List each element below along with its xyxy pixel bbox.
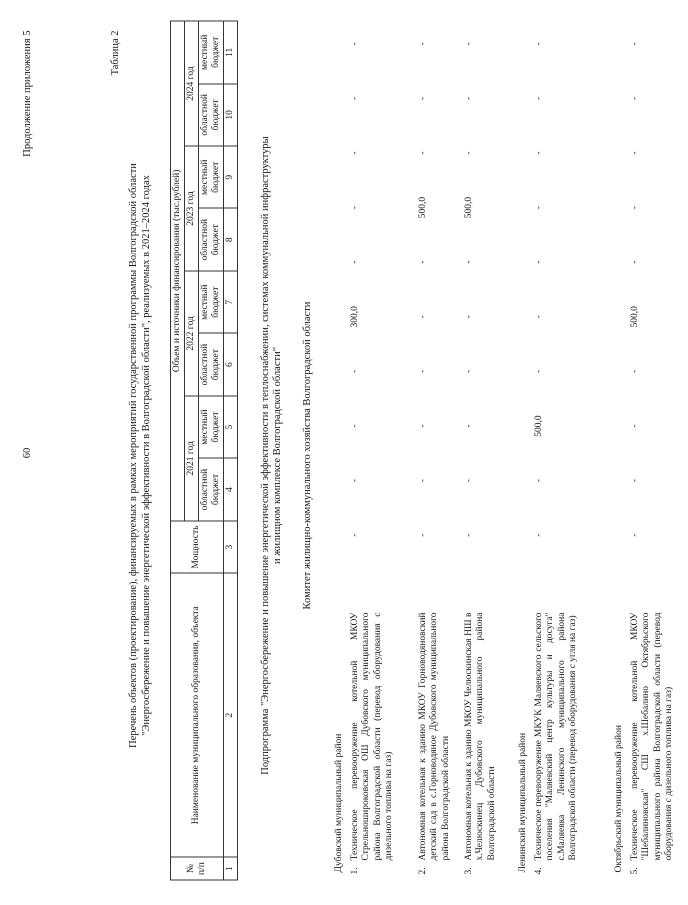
funding-value: 500,0 <box>630 305 640 327</box>
title-line: Перечень объектов (проектирование), финансируемых в рамках мероприятий государственной программы Волгоградской области <box>128 162 139 748</box>
funding-value: 500,0 <box>534 414 544 437</box>
funding-value: - <box>534 260 544 264</box>
funding-value: - <box>464 478 474 482</box>
page-number: 60 <box>22 447 33 458</box>
funding-value: - <box>350 150 360 155</box>
funding-value: - <box>630 205 640 209</box>
col-number: 3 <box>223 520 237 573</box>
object-name: Автономная котельная к зданию МКОУ Челюскинская НШ в х.Челюскинец Дубовского муниципального района Волгоградской области <box>464 612 497 860</box>
header-regional: областной бюджет <box>198 333 223 395</box>
col-number: 8 <box>223 208 237 270</box>
col-number: 10 <box>223 83 237 145</box>
appendix-continuation: Продолжение приложения 5 <box>22 30 33 157</box>
table-row <box>464 20 512 880</box>
funding-value: - <box>534 205 544 209</box>
funding-value: - <box>350 260 360 264</box>
funding-value: - <box>350 423 360 428</box>
header-year: 2023 год <box>184 146 198 271</box>
subprogram-line: и жилищном комплексе Волгоградской области" <box>272 346 284 564</box>
funding-value: - <box>350 478 360 482</box>
funding-value: - <box>418 369 428 373</box>
funding-value: - <box>534 478 544 482</box>
funding-value: - <box>418 150 428 155</box>
funding-value: - <box>464 533 474 537</box>
table-row <box>350 20 418 880</box>
object-name: Техническое перевооружение котельной МКОУ Стрельношироковская ОШ Дубовского муниципального района Волгоградской области (перевод оборудования с дизельного топлива на газ) <box>350 612 395 860</box>
col-number: 1 <box>223 857 237 880</box>
object-name: Техническое перевооружение котельной МКОУ "Шебалиновская" СШ х.Шебалино Октябрьского муниципального района Волгоградской области (перевод оборудования с дизельного топлива на газ) <box>630 612 675 860</box>
row-number: 4. <box>534 866 544 874</box>
header-local: местный бюджет <box>198 146 223 208</box>
funding-value: - <box>534 150 544 155</box>
funding-value: - <box>464 41 474 45</box>
funding-value: - <box>418 314 428 318</box>
funding-value: - <box>418 478 428 482</box>
header-regional: областной бюджет <box>198 83 223 145</box>
header-regional: областной бюджет <box>198 208 223 270</box>
funding-value: - <box>464 150 474 155</box>
header-year: 2021 год <box>184 395 198 520</box>
table-number: Таблица 2 <box>110 30 121 75</box>
header-table <box>170 20 238 880</box>
header-funding: Объем и источники финансирования (тыс.рублей) <box>171 21 185 521</box>
document-page <box>10 10 675 895</box>
table-row <box>418 20 464 880</box>
funding-value: 300,0 <box>350 305 360 327</box>
table-body <box>328 20 688 880</box>
funding-value: - <box>534 96 544 100</box>
funding-value: - <box>464 314 474 318</box>
subprogram-line: Подпрограмма "Энергосбережение и повышение энергетической эффективности в теплоснабжении, системах коммунальной инфраструктуры <box>260 135 271 775</box>
header-regional: областной бюджет <box>198 458 223 520</box>
funding-value: - <box>534 41 544 45</box>
funding-value: - <box>630 41 640 45</box>
header-local: местный бюджет <box>198 270 223 332</box>
funding-value: - <box>350 369 360 373</box>
col-number: 7 <box>223 270 237 332</box>
col-number: 11 <box>223 21 237 84</box>
subprogram-title <box>260 75 284 835</box>
funding-value: - <box>464 423 474 428</box>
header-year: 2024 год <box>184 21 198 146</box>
object-name: Техническое перевооружение МКУК Маляевского сельского поселения "Маляевский центр культуры и досуга" с.Маляевка Ленинского муниципального района Волгоградской области (перевод оборудования с угля на газ) <box>534 612 579 860</box>
header-local: местный бюджет <box>198 21 223 84</box>
row-number: 2. <box>418 866 428 874</box>
funding-value: - <box>464 260 474 264</box>
table-row <box>534 20 608 880</box>
funding-value: - <box>630 478 640 482</box>
funding-value: - <box>464 369 474 373</box>
funding-value: - <box>630 533 640 537</box>
col-number: 5 <box>223 395 237 457</box>
funding-value: - <box>630 260 640 264</box>
col-number: 2 <box>223 573 237 857</box>
funding-value: - <box>418 423 428 428</box>
row-number: 1. <box>350 866 360 874</box>
funding-value: - <box>630 369 640 373</box>
col-number: 6 <box>223 333 237 395</box>
header-num: № п/п <box>171 857 224 880</box>
col-number: 9 <box>223 146 237 208</box>
col-number: 4 <box>223 458 237 520</box>
funding-value: - <box>534 533 544 537</box>
funding-value: - <box>418 96 428 100</box>
row-number: 5. <box>630 866 640 874</box>
header-year: 2022 год <box>184 270 198 395</box>
title-line: "Энергосбережение и повышение энергетической эффективности в Волгоградской области", реализуемых в 2021–2024 годах <box>140 174 152 736</box>
funding-value: - <box>534 369 544 373</box>
funding-value: - <box>350 96 360 100</box>
district-heading: Дубовский муниципальный район <box>334 733 344 872</box>
funding-value: 500,0 <box>418 196 428 218</box>
funding-value: - <box>630 96 640 100</box>
funding-value: - <box>630 150 640 155</box>
committee-name: Комитет жилищно-коммунального хозяйства Волгоградской области <box>302 301 313 609</box>
funding-value: - <box>418 260 428 264</box>
district-heading: Ленинский муниципальный район <box>518 732 528 872</box>
header-name: Наименование муниципального образования, объекта <box>171 573 224 857</box>
funding-value: - <box>418 533 428 537</box>
funding-value: - <box>350 533 360 537</box>
district-heading: Октябрьский муниципальный район <box>614 724 624 872</box>
funding-value: - <box>350 41 360 45</box>
funding-value: - <box>464 96 474 100</box>
document-title <box>128 55 153 855</box>
funding-value: - <box>534 314 544 318</box>
funding-value: - <box>630 423 640 428</box>
table-row <box>630 20 688 880</box>
funding-value: 500,0 <box>464 196 474 218</box>
row-number: 3. <box>464 866 474 874</box>
header-power: Мощность <box>171 520 224 573</box>
funding-value: - <box>418 41 428 45</box>
object-name: Автономная котельная к зданию МКОУ Горноводяновский детский сад в с.Горноводяное Дубовского муниципального района Волгоградской области <box>418 612 451 860</box>
header-local: местный бюджет <box>198 395 223 457</box>
funding-value: - <box>350 205 360 209</box>
